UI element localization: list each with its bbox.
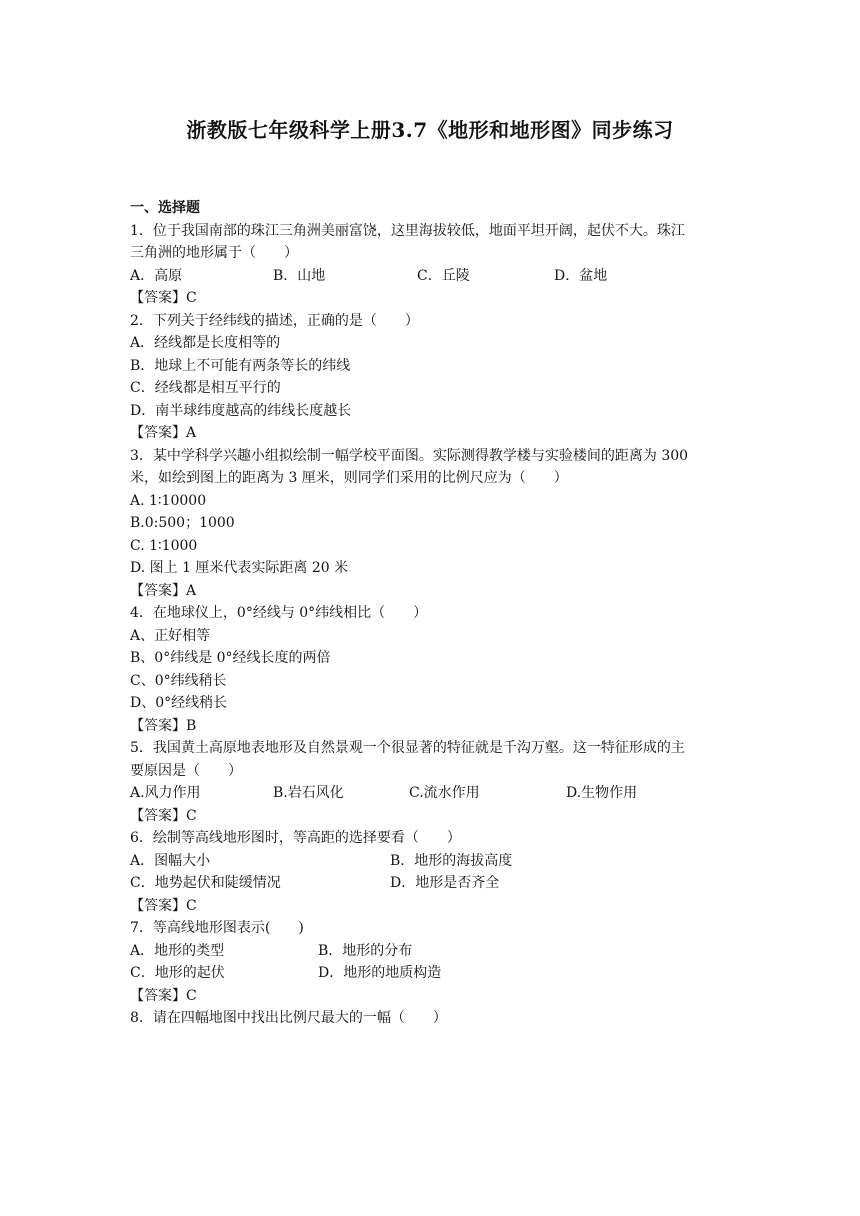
option-a: A.风力作用: [130, 785, 201, 801]
question-6-stem: 6．绘制等高线地形图时，等高距的选择要看（ ）: [130, 830, 461, 846]
question-5-answer: 【答案】C: [130, 807, 197, 824]
option-a: A. 1∶10000: [130, 492, 207, 509]
option-d: D. 图上 1 厘米代表实际距离 20 米: [130, 560, 349, 576]
option-b: B．地形的海拔高度: [390, 852, 513, 869]
option-b: B．地形的分布: [318, 942, 413, 959]
option-b: B、0°纬线是 0°经线长度的两倍: [130, 650, 331, 666]
question-6: [130, 827, 740, 917]
option-c: C.流水作用: [409, 785, 480, 801]
question-4-stem: 4．在地球仪上，0°经线与 0°纬线相比（ ）: [130, 605, 428, 621]
option-a: A．地形的类型: [130, 942, 225, 959]
question-5-options: [130, 782, 740, 805]
question-3: [130, 445, 740, 603]
option-c: C．经线都是相互平行的: [130, 380, 281, 396]
question-2-answer: 【答案】A: [130, 425, 197, 441]
question-1-stem-line-2: 三角洲的地形属于（ ）: [130, 245, 298, 261]
option-d: D、0°经线稍长: [130, 695, 228, 711]
question-3-answer: 【答案】A: [130, 582, 197, 599]
question-6-answer: 【答案】C: [130, 897, 197, 914]
option-d: D．盆地: [554, 267, 608, 284]
question-8-stem: 8．请在四幅地图中找出比例尺最大的一幅（ ）: [130, 1010, 447, 1026]
question-1-answer: 【答案】C: [130, 290, 197, 306]
option-c: C．地势起伏和陡缓情况: [130, 875, 281, 891]
question-1: [130, 220, 740, 310]
question-7: [130, 917, 740, 1007]
option-c: C．地形的起伏: [130, 965, 225, 981]
question-4: [130, 602, 740, 737]
question-7-options-row-1: [130, 940, 740, 963]
question-6-options-row-1: [130, 850, 740, 873]
option-b: B.0:500；1000: [130, 515, 235, 531]
section-heading: 一、选择题: [130, 200, 200, 216]
document-body: [130, 197, 740, 1030]
option-c: C. 1∶1000: [130, 537, 198, 554]
question-5: [130, 737, 740, 827]
question-5-stem-line-2: 要原因是（ ）: [130, 762, 242, 779]
option-a: A、正好相等: [130, 627, 211, 644]
option-c: C、0°纬线稍长: [130, 672, 227, 689]
question-1-stem-line-1: 1．位于我国南部的珠江三角洲美丽富饶，这里海拔较低，地面平坦开阔，起伏不大。珠江: [130, 222, 685, 239]
option-b: B．地球上不可能有两条等长的纬线: [130, 357, 351, 374]
question-6-options-row-2: [130, 872, 740, 895]
option-d: D.生物作用: [566, 785, 638, 801]
option-d: D．南半球纬度越高的纬线长度越长: [130, 402, 352, 419]
question-7-answer: 【答案】C: [130, 987, 197, 1004]
option-b: B.岩石风化: [273, 785, 344, 801]
document-title: 浙教版七年级科学上册3.7《地形和地形图》同步练习: [186, 118, 674, 142]
question-3-stem-line-2: 米，如绘到图上的距离为 3 厘米，则同学们采用的比例尺应为（ ）: [130, 470, 568, 486]
question-7-stem: 7．等高线地形图表示( ): [130, 920, 304, 936]
question-1-options: [130, 265, 740, 288]
option-b: B．山地: [273, 267, 326, 284]
question-2: [130, 310, 740, 445]
option-a: A．图幅大小: [130, 852, 211, 869]
question-4-answer: 【答案】B: [130, 717, 197, 734]
option-d: D．地形是否齐全: [390, 875, 500, 891]
option-c: C．丘陵: [417, 267, 470, 284]
question-3-stem-line-1: 3．某中学科学兴趣小组拟绘制一幅学校平面图。实际测得教学楼与实验楼间的距离为 300: [130, 447, 689, 464]
option-d: D．地形的地质构造: [318, 965, 442, 981]
question-7-options-row-2: [130, 962, 740, 985]
option-a: A．经线都是长度相等的: [130, 335, 281, 351]
option-a: A．高原: [130, 267, 183, 284]
question-5-stem-line-1: 5．我国黄土高原地表地形及自然景观一个很显著的特征就是千沟万壑。这一特征形成的主: [130, 740, 685, 756]
question-2-stem: 2．下列关于经纬线的描述，正确的是（ ）: [130, 312, 419, 329]
question-8: [130, 1007, 740, 1030]
